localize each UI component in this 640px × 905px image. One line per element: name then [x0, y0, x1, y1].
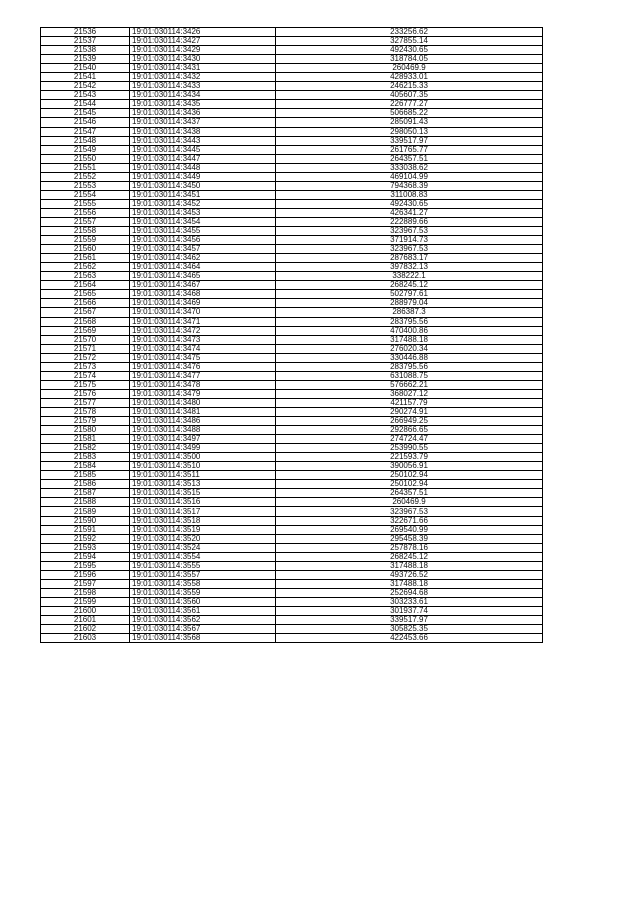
cadastral-number-cell: 19:01:030114:3524 [130, 543, 276, 552]
row-number-cell: 21585 [41, 471, 130, 480]
row-number-cell: 21546 [41, 118, 130, 127]
row-number-cell: 21558 [41, 227, 130, 236]
row-number-cell: 21568 [41, 317, 130, 326]
cadastral-number-cell: 19:01:030114:3479 [130, 389, 276, 398]
table-row [41, 109, 543, 118]
table-row [41, 55, 543, 64]
cadastral-number-cell: 19:01:030114:3469 [130, 299, 276, 308]
cadastral-number-cell: 19:01:030114:3562 [130, 616, 276, 625]
row-number-cell: 21548 [41, 136, 130, 145]
table-row [41, 335, 543, 344]
table-row [41, 118, 543, 127]
row-number-cell: 21536 [41, 28, 130, 37]
value-cell: 422453.66 [276, 634, 543, 643]
table-row [41, 607, 543, 616]
table-row [41, 217, 543, 226]
table-row [41, 308, 543, 317]
cadastral-number-cell: 19:01:030114:3464 [130, 263, 276, 272]
cadastral-number-cell: 19:01:030114:3561 [130, 607, 276, 616]
row-number-cell: 21556 [41, 208, 130, 217]
cadastral-number-cell: 19:01:030114:3448 [130, 163, 276, 172]
cadastral-number-cell: 19:01:030114:3449 [130, 172, 276, 181]
row-number-cell: 21589 [41, 507, 130, 516]
cadastral-number-cell: 19:01:030114:3472 [130, 326, 276, 335]
cadastral-number-cell: 19:01:030114:3455 [130, 227, 276, 236]
table-row [41, 91, 543, 100]
value-cell: 397832.13 [276, 263, 543, 272]
cadastral-number-cell: 19:01:030114:3567 [130, 625, 276, 634]
table-row [41, 100, 543, 109]
cadastral-number-cell: 19:01:030114:3462 [130, 254, 276, 263]
row-number-cell: 21538 [41, 46, 130, 55]
row-number-cell: 21603 [41, 634, 130, 643]
value-cell: 506685.22 [276, 109, 543, 118]
value-cell: 631088.75 [276, 371, 543, 380]
row-number-cell: 21573 [41, 362, 130, 371]
table-row [41, 254, 543, 263]
table-row [41, 236, 543, 245]
value-cell: 286387.3 [276, 308, 543, 317]
value-cell: 323967.53 [276, 227, 543, 236]
cadastral-number-cell: 19:01:030114:3473 [130, 335, 276, 344]
cadastral-number-cell: 19:01:030114:3557 [130, 570, 276, 579]
cadastral-number-cell: 19:01:030114:3437 [130, 118, 276, 127]
row-number-cell: 21567 [41, 308, 130, 317]
row-number-cell: 21565 [41, 290, 130, 299]
cadastral-number-cell: 19:01:030114:3438 [130, 127, 276, 136]
value-cell: 287683.17 [276, 254, 543, 263]
table-row [41, 344, 543, 353]
value-cell: 264357.51 [276, 489, 543, 498]
cadastral-number-cell: 19:01:030114:3443 [130, 136, 276, 145]
row-number-cell: 21601 [41, 616, 130, 625]
table-row [41, 561, 543, 570]
table-row [41, 353, 543, 362]
cadastral-number-cell: 19:01:030114:3453 [130, 208, 276, 217]
cadastral-number-cell: 19:01:030114:3555 [130, 561, 276, 570]
value-cell: 295458.39 [276, 534, 543, 543]
value-cell: 269540.99 [276, 525, 543, 534]
cadastral-number-cell: 19:01:030114:3486 [130, 417, 276, 426]
row-number-cell: 21547 [41, 127, 130, 136]
cadastral-number-cell: 19:01:030114:3451 [130, 190, 276, 199]
value-cell: 493726.52 [276, 570, 543, 579]
table-row [41, 154, 543, 163]
cadastral-number-cell: 19:01:030114:3426 [130, 28, 276, 37]
row-number-cell: 21579 [41, 417, 130, 426]
table-row [41, 426, 543, 435]
cadastral-number-cell: 19:01:030114:3488 [130, 426, 276, 435]
table-row [41, 444, 543, 453]
row-number-cell: 21584 [41, 462, 130, 471]
row-number-cell: 21577 [41, 398, 130, 407]
table-row [41, 181, 543, 190]
row-number-cell: 21595 [41, 561, 130, 570]
value-cell: 405607.35 [276, 91, 543, 100]
row-number-cell: 21588 [41, 498, 130, 507]
value-cell: 288979.04 [276, 299, 543, 308]
value-cell: 257878.16 [276, 543, 543, 552]
table-row [41, 389, 543, 398]
value-cell: 260469.9 [276, 498, 543, 507]
table-row [41, 407, 543, 416]
cadastral-number-cell: 19:01:030114:3477 [130, 371, 276, 380]
row-number-cell: 21582 [41, 444, 130, 453]
table-row [41, 362, 543, 371]
cadastral-number-cell: 19:01:030114:3517 [130, 507, 276, 516]
cadastral-number-cell: 19:01:030114:3519 [130, 525, 276, 534]
value-cell: 426341.27 [276, 208, 543, 217]
value-cell: 421157.79 [276, 398, 543, 407]
table-row [41, 281, 543, 290]
table-row [41, 136, 543, 145]
table-row [41, 371, 543, 380]
row-number-cell: 21551 [41, 163, 130, 172]
table-row [41, 398, 543, 407]
cadastral-number-cell: 19:01:030114:3520 [130, 534, 276, 543]
value-cell: 330446.88 [276, 353, 543, 362]
value-cell: 274724.47 [276, 435, 543, 444]
table-row [41, 616, 543, 625]
cadastral-number-cell: 19:01:030114:3515 [130, 489, 276, 498]
table-row [41, 73, 543, 82]
cadastral-number-cell: 19:01:030114:3474 [130, 344, 276, 353]
table-body [41, 28, 543, 643]
cadastral-number-cell: 19:01:030114:3435 [130, 100, 276, 109]
cadastral-number-cell: 19:01:030114:3518 [130, 516, 276, 525]
cadastral-number-cell: 19:01:030114:3470 [130, 308, 276, 317]
cadastral-number-cell: 19:01:030114:3480 [130, 398, 276, 407]
value-cell: 317488.18 [276, 335, 543, 344]
row-number-cell: 21571 [41, 344, 130, 353]
row-number-cell: 21600 [41, 607, 130, 616]
cadastral-number-cell: 19:01:030114:3434 [130, 91, 276, 100]
row-number-cell: 21581 [41, 435, 130, 444]
value-cell: 303233.61 [276, 597, 543, 606]
cadastral-number-cell: 19:01:030114:3560 [130, 597, 276, 606]
value-cell: 246215.33 [276, 82, 543, 91]
row-number-cell: 21554 [41, 190, 130, 199]
cadastral-number-cell: 19:01:030114:3465 [130, 272, 276, 281]
value-cell: 371914.73 [276, 236, 543, 245]
table-row [41, 588, 543, 597]
row-number-cell: 21593 [41, 543, 130, 552]
table-row [41, 199, 543, 208]
row-number-cell: 21566 [41, 299, 130, 308]
row-number-cell: 21590 [41, 516, 130, 525]
value-cell: 268245.12 [276, 281, 543, 290]
table-row [41, 28, 543, 37]
value-cell: 470400.86 [276, 326, 543, 335]
value-cell: 305825.35 [276, 625, 543, 634]
table-row [41, 380, 543, 389]
table-row [41, 46, 543, 55]
cadastral-number-cell: 19:01:030114:3554 [130, 552, 276, 561]
row-number-cell: 21569 [41, 326, 130, 335]
table-row [41, 453, 543, 462]
row-number-cell: 21575 [41, 380, 130, 389]
value-cell: 794368.39 [276, 181, 543, 190]
value-cell: 368027.12 [276, 389, 543, 398]
cadastral-number-cell: 19:01:030114:3478 [130, 380, 276, 389]
row-number-cell: 21549 [41, 145, 130, 154]
cadastral-number-cell: 19:01:030114:3431 [130, 64, 276, 73]
value-cell: 323967.53 [276, 245, 543, 254]
table-row [41, 290, 543, 299]
row-number-cell: 21596 [41, 570, 130, 579]
row-number-cell: 21592 [41, 534, 130, 543]
cadastral-number-cell: 19:01:030114:3452 [130, 199, 276, 208]
row-number-cell: 21599 [41, 597, 130, 606]
table-row [41, 299, 543, 308]
row-number-cell: 21550 [41, 154, 130, 163]
value-cell: 283795.56 [276, 362, 543, 371]
cadastral-number-cell: 19:01:030114:3558 [130, 579, 276, 588]
table-row [41, 172, 543, 181]
cadastral-number-cell: 19:01:030114:3456 [130, 236, 276, 245]
value-cell: 250102.94 [276, 471, 543, 480]
value-cell: 298050.13 [276, 127, 543, 136]
value-cell: 253990.55 [276, 444, 543, 453]
table-row [41, 163, 543, 172]
row-number-cell: 21598 [41, 588, 130, 597]
value-cell: 339517.97 [276, 136, 543, 145]
row-number-cell: 21557 [41, 217, 130, 226]
value-cell: 390056.91 [276, 462, 543, 471]
cadastral-number-cell: 19:01:030114:3433 [130, 82, 276, 91]
row-number-cell: 21541 [41, 73, 130, 82]
table-row [41, 263, 543, 272]
row-number-cell: 21597 [41, 579, 130, 588]
value-cell: 317488.18 [276, 561, 543, 570]
row-number-cell: 21559 [41, 236, 130, 245]
row-number-cell: 21543 [41, 91, 130, 100]
value-cell: 338222.1 [276, 272, 543, 281]
cadastral-number-cell: 19:01:030114:3457 [130, 245, 276, 254]
table-row [41, 190, 543, 199]
value-cell: 428933.01 [276, 73, 543, 82]
cadastral-number-cell: 19:01:030114:3497 [130, 435, 276, 444]
cadastral-number-cell: 19:01:030114:3516 [130, 498, 276, 507]
cadastral-number-cell: 19:01:030114:3499 [130, 444, 276, 453]
cadastral-number-cell: 19:01:030114:3568 [130, 634, 276, 643]
table-row [41, 579, 543, 588]
value-cell: 327855.14 [276, 37, 543, 46]
table-row [41, 317, 543, 326]
value-cell: 333038.62 [276, 163, 543, 172]
value-cell: 322671.66 [276, 516, 543, 525]
cadastral-number-cell: 19:01:030114:3429 [130, 46, 276, 55]
cadastral-number-cell: 19:01:030114:3475 [130, 353, 276, 362]
cadastral-number-cell: 19:01:030114:3559 [130, 588, 276, 597]
table-row [41, 435, 543, 444]
value-cell: 252694.68 [276, 588, 543, 597]
table-row [41, 145, 543, 154]
table-row [41, 37, 543, 46]
table-row [41, 208, 543, 217]
cadastral-number-cell: 19:01:030114:3450 [130, 181, 276, 190]
value-cell: 266949.25 [276, 417, 543, 426]
table-row [41, 64, 543, 73]
table-row [41, 462, 543, 471]
row-number-cell: 21555 [41, 199, 130, 208]
row-number-cell: 21574 [41, 371, 130, 380]
value-cell: 222889.66 [276, 217, 543, 226]
table-row [41, 489, 543, 498]
row-number-cell: 21572 [41, 353, 130, 362]
row-number-cell: 21553 [41, 181, 130, 190]
value-cell: 311008.83 [276, 190, 543, 199]
value-cell: 264357.51 [276, 154, 543, 163]
row-number-cell: 21570 [41, 335, 130, 344]
table-row [41, 597, 543, 606]
row-number-cell: 21552 [41, 172, 130, 181]
row-number-cell: 21544 [41, 100, 130, 109]
row-number-cell: 21542 [41, 82, 130, 91]
table-row [41, 543, 543, 552]
cadastral-number-cell: 19:01:030114:3511 [130, 471, 276, 480]
table-row [41, 516, 543, 525]
cadastral-number-cell: 19:01:030114:3427 [130, 37, 276, 46]
value-cell: 283795.56 [276, 317, 543, 326]
cadastral-number-cell: 19:01:030114:3445 [130, 145, 276, 154]
row-number-cell: 21545 [41, 109, 130, 118]
cadastral-number-cell: 19:01:030114:3467 [130, 281, 276, 290]
value-cell: 285091.43 [276, 118, 543, 127]
value-cell: 492430.65 [276, 199, 543, 208]
cadastral-number-cell: 19:01:030114:3436 [130, 109, 276, 118]
cadastral-number-cell: 19:01:030114:3430 [130, 55, 276, 64]
row-number-cell: 21586 [41, 480, 130, 489]
row-number-cell: 21564 [41, 281, 130, 290]
table-row [41, 245, 543, 254]
cadastral-value-table [40, 27, 543, 643]
table-row [41, 507, 543, 516]
row-number-cell: 21587 [41, 489, 130, 498]
cadastral-number-cell: 19:01:030114:3500 [130, 453, 276, 462]
row-number-cell: 21578 [41, 407, 130, 416]
table-row [41, 272, 543, 281]
value-cell: 250102.94 [276, 480, 543, 489]
value-cell: 469104.99 [276, 172, 543, 181]
value-cell: 492430.65 [276, 46, 543, 55]
row-number-cell: 21562 [41, 263, 130, 272]
value-cell: 233256.62 [276, 28, 543, 37]
row-number-cell: 21540 [41, 64, 130, 73]
table-row [41, 326, 543, 335]
value-cell: 576662.21 [276, 380, 543, 389]
value-cell: 323967.53 [276, 507, 543, 516]
value-cell: 221593.79 [276, 453, 543, 462]
row-number-cell: 21560 [41, 245, 130, 254]
value-cell: 292866.65 [276, 426, 543, 435]
row-number-cell: 21583 [41, 453, 130, 462]
cadastral-number-cell: 19:01:030114:3432 [130, 73, 276, 82]
cadastral-number-cell: 19:01:030114:3468 [130, 290, 276, 299]
row-number-cell: 21561 [41, 254, 130, 263]
table-row [41, 625, 543, 634]
cadastral-number-cell: 19:01:030114:3447 [130, 154, 276, 163]
cadastral-number-cell: 19:01:030114:3510 [130, 462, 276, 471]
value-cell: 301937.74 [276, 607, 543, 616]
cadastral-number-cell: 19:01:030114:3481 [130, 407, 276, 416]
table-row [41, 525, 543, 534]
table-row [41, 227, 543, 236]
table-row [41, 634, 543, 643]
row-number-cell: 21594 [41, 552, 130, 561]
row-number-cell: 21537 [41, 37, 130, 46]
value-cell: 318784.05 [276, 55, 543, 64]
table-row [41, 552, 543, 561]
value-cell: 226777.27 [276, 100, 543, 109]
table-row [41, 570, 543, 579]
table-row [41, 82, 543, 91]
cadastral-number-cell: 19:01:030114:3454 [130, 217, 276, 226]
table-row [41, 480, 543, 489]
value-cell: 502797.61 [276, 290, 543, 299]
cadastral-number-cell: 19:01:030114:3476 [130, 362, 276, 371]
value-cell: 261765.77 [276, 145, 543, 154]
row-number-cell: 21563 [41, 272, 130, 281]
value-cell: 317488.18 [276, 579, 543, 588]
row-number-cell: 21602 [41, 625, 130, 634]
value-cell: 339517.97 [276, 616, 543, 625]
row-number-cell: 21591 [41, 525, 130, 534]
value-cell: 260469.9 [276, 64, 543, 73]
value-cell: 268245.12 [276, 552, 543, 561]
row-number-cell: 21576 [41, 389, 130, 398]
table-row [41, 498, 543, 507]
value-cell: 276020.34 [276, 344, 543, 353]
value-cell: 290274.91 [276, 407, 543, 416]
cadastral-number-cell: 19:01:030114:3471 [130, 317, 276, 326]
table-row [41, 127, 543, 136]
table-row [41, 471, 543, 480]
table-row [41, 417, 543, 426]
cadastral-number-cell: 19:01:030114:3513 [130, 480, 276, 489]
table-row [41, 534, 543, 543]
row-number-cell: 21539 [41, 55, 130, 64]
row-number-cell: 21580 [41, 426, 130, 435]
